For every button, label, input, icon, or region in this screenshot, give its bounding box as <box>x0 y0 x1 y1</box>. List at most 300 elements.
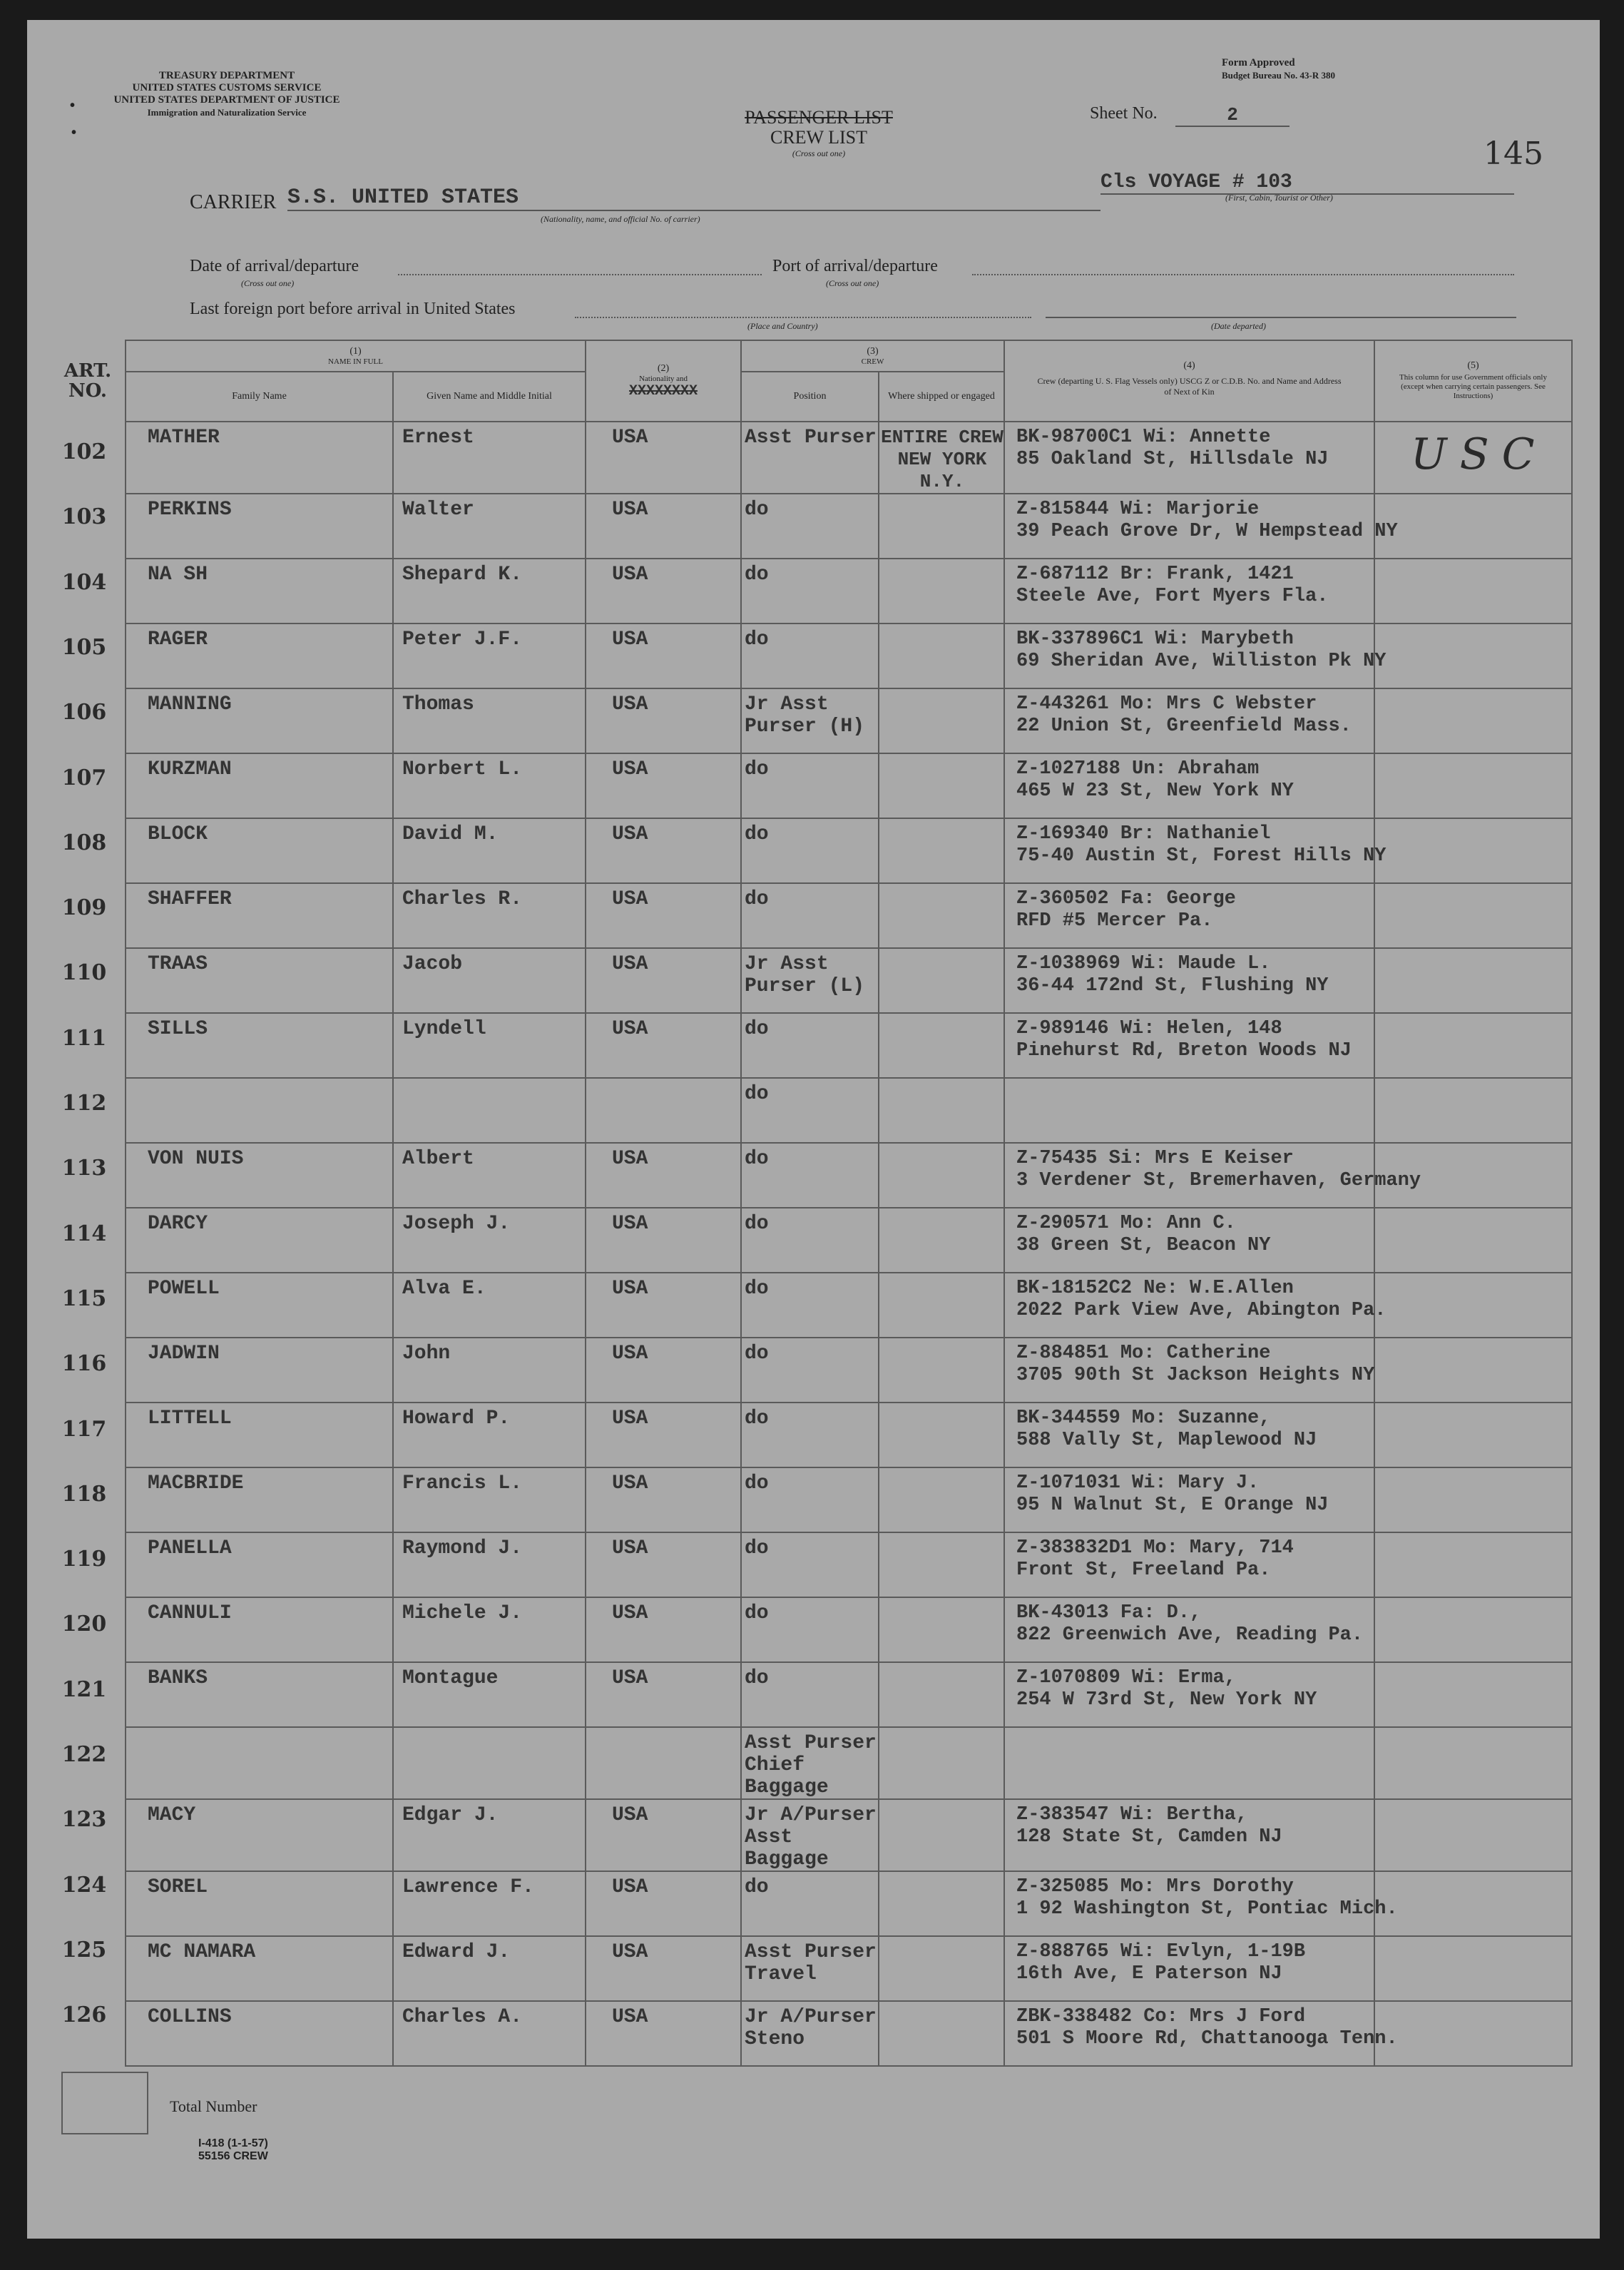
position-cell <box>741 1871 879 1936</box>
table-row <box>126 1143 1572 1208</box>
position-text: do <box>745 628 769 651</box>
agency-line: TREASURY DEPARTMENT <box>158 70 295 81</box>
where-shipped-text <box>879 1468 1003 1472</box>
family-name-text: RAGER <box>148 628 208 651</box>
given-name-header: Given Name and Middle Initial <box>393 372 586 422</box>
form-approved-label: Form Approved <box>1222 57 1295 68</box>
where-shipped-text <box>879 1800 1003 1804</box>
agency-line: UNITED STATES DEPARTMENT OF JUSTICE <box>113 94 340 106</box>
agency-line: Immigration and Naturalization Service <box>147 107 307 118</box>
family-name-text: MACBRIDE <box>148 1472 244 1495</box>
where-shipped-text <box>879 949 1003 953</box>
given-name-text: Raymond J. <box>402 1537 523 1559</box>
where-shipped-cell <box>879 948 1004 1013</box>
family-name-text: POWELL <box>148 1278 220 1300</box>
nationality-text: USA <box>612 888 648 910</box>
given-name-text: Charles A. <box>402 2006 523 2028</box>
next-of-kin-line: Z-290571 Mo: Ann C. <box>1016 1213 1236 1234</box>
family-name-cell <box>126 1208 393 1273</box>
government-mark <box>1375 559 1571 566</box>
position-text: do <box>745 1343 769 1365</box>
position-cell <box>741 948 879 1013</box>
next-of-kin-cell <box>1004 1662 1374 1727</box>
government-mark <box>1375 1468 1571 1475</box>
port-note: (Cross out one) <box>826 278 879 288</box>
position-text: Jr A/Purser Asst Baggage <box>745 1804 877 1871</box>
next-of-kin-cell <box>1004 1143 1421 1208</box>
nationality-cell <box>586 1662 741 1727</box>
where-shipped-text <box>879 1338 1003 1343</box>
col2-header <box>586 340 741 422</box>
family-name-cell <box>126 1013 393 1078</box>
government-mark <box>1375 689 1571 696</box>
port-line <box>972 274 1514 275</box>
given-name-text: Walter <box>402 499 474 521</box>
nationality-cell <box>586 883 741 948</box>
given-name-text: Albert <box>402 1148 474 1170</box>
title-block <box>669 107 969 159</box>
family-name-cell <box>126 624 393 688</box>
next-of-kin-address: 3705 90th St Jackson Heights NY <box>1016 1365 1375 1386</box>
nationality-text: USA <box>612 1148 648 1170</box>
given-name-cell <box>393 1078 586 1143</box>
position-cell <box>741 494 879 559</box>
position-text: do <box>745 823 769 845</box>
next-of-kin-address: 75-40 Austin St, Forest Hills NY <box>1016 845 1386 867</box>
given-name-cell <box>393 948 586 1013</box>
agency-block <box>77 70 377 118</box>
government-use-cell <box>1374 1078 1572 1143</box>
table-row <box>126 1013 1572 1078</box>
given-name-cell <box>393 1799 586 1871</box>
family-name-cell <box>126 1871 393 1936</box>
nationality-text: USA <box>612 1804 648 1826</box>
next-of-kin-address: 85 Oakland St, Hillsdale NJ <box>1016 449 1329 470</box>
next-of-kin-cell <box>1004 883 1374 948</box>
government-mark <box>1375 754 1571 761</box>
position-cell <box>741 1273 879 1338</box>
family-name-cell <box>126 688 393 753</box>
government-mark <box>1375 1079 1571 1086</box>
next-of-kin-cell <box>1004 1403 1374 1467</box>
position-text: do <box>745 758 769 780</box>
government-use-cell <box>1374 1208 1572 1273</box>
where-shipped-header: Where shipped or engaged <box>879 372 1004 422</box>
given-name-cell <box>393 1208 586 1273</box>
next-of-kin-address: 2022 Park View Ave, Abington Pa. <box>1016 1300 1386 1321</box>
given-name-cell <box>393 624 586 688</box>
art-number: 116 <box>61 1351 107 1377</box>
given-name-text: Ernest <box>402 427 474 449</box>
family-name-text: LITTELL <box>148 1408 232 1430</box>
family-name-text: MC NAMARA <box>148 1941 256 1963</box>
next-of-kin-line: Z-383832D1 Mo: Mary, 714 <box>1016 1537 1294 1559</box>
government-mark <box>1375 494 1571 502</box>
table-row <box>126 948 1572 1013</box>
nationality-text: USA <box>612 1213 648 1235</box>
where-shipped-cell <box>879 1338 1004 1403</box>
given-name-text: Thomas <box>402 693 474 716</box>
col4-title: Crew (departing U. S. Flag Vessels only) USCG Z or C.D.B. No. and Name and Address of Next of Kin <box>1037 376 1342 397</box>
last-port-label: Last foreign port before arrival in United States <box>190 300 516 318</box>
given-name-text <box>394 1728 585 1732</box>
nationality-cell <box>586 1078 741 1143</box>
family-name-text: PANELLA <box>148 1537 232 1559</box>
carrier-note: (Nationality, name, and official No. of carrier) <box>541 214 700 224</box>
given-name-cell <box>393 818 586 883</box>
nationality-text: USA <box>612 427 648 449</box>
table-row <box>126 422 1572 494</box>
next-of-kin-line: Z-815844 Wi: Marjorie <box>1016 499 1260 520</box>
government-use-cell <box>1374 559 1572 624</box>
class-note: (First, Cabin, Tourist or Other) <box>1225 193 1333 203</box>
next-of-kin-address: Pinehurst Rd, Breton Woods NJ <box>1016 1040 1352 1062</box>
nationality-text: USA <box>612 693 648 716</box>
where-shipped-text <box>879 2002 1003 2006</box>
next-of-kin-cell <box>1004 1338 1374 1403</box>
nationality-text: USA <box>612 564 648 586</box>
given-name-text: Jacob <box>402 953 463 975</box>
next-of-kin-cell <box>1004 2001 1398 2066</box>
given-name-text: Lyndell <box>402 1018 486 1040</box>
family-name-text <box>126 1728 392 1732</box>
crew-rows <box>126 422 1572 2066</box>
government-mark <box>1375 1338 1571 1345</box>
next-of-kin-line: Z-884851 Mo: Catherine <box>1016 1343 1271 1364</box>
where-shipped-text <box>879 1872 1003 1876</box>
crew-code: 55156 CREW <box>198 2150 268 2162</box>
nationality-cell <box>586 948 741 1013</box>
government-use-cell <box>1374 1727 1572 1799</box>
position-text: do <box>745 1148 769 1170</box>
family-name-text <box>126 1079 392 1083</box>
nationality-text: USA <box>612 1408 648 1430</box>
given-name-cell <box>393 688 586 753</box>
where-shipped-cell <box>879 1871 1004 1936</box>
art-number: 111 <box>61 1025 107 1051</box>
next-of-kin-address: 22 Union St, Greenfield Mass. <box>1016 716 1352 737</box>
family-name-cell <box>126 1727 393 1799</box>
table-row <box>126 1727 1572 1799</box>
position-cell <box>741 1403 879 1467</box>
family-name-text: JADWIN <box>148 1343 220 1365</box>
government-use-cell <box>1374 818 1572 883</box>
where-shipped-cell <box>879 1662 1004 1727</box>
where-shipped-text <box>879 754 1003 758</box>
table-row <box>126 1208 1572 1273</box>
col5-title: This column for use Government officials only (except when carrying certain passengers. See Instructions) <box>1399 372 1547 400</box>
next-of-kin-cell <box>1004 1597 1374 1662</box>
next-of-kin-address: 69 Sheridan Ave, Williston Pk NY <box>1016 651 1386 672</box>
art-number: 113 <box>61 1156 107 1181</box>
where-shipped-cell <box>879 1078 1004 1143</box>
position-text: do <box>745 1602 769 1624</box>
where-shipped-cell <box>879 1013 1004 1078</box>
family-name-text: BLOCK <box>148 823 208 845</box>
government-use-cell <box>1374 1143 1572 1208</box>
position-header: Position <box>741 372 879 422</box>
where-shipped-cell <box>879 2001 1004 2066</box>
government-use-cell <box>1374 1532 1572 1597</box>
art-number: 126 <box>61 2002 107 2028</box>
next-of-kin-line: BK-43013 Fa: D., <box>1016 1602 1202 1624</box>
nationality-text <box>586 1079 740 1083</box>
family-name-cell <box>126 494 393 559</box>
where-shipped-text <box>879 1079 1003 1083</box>
table-row <box>126 1338 1572 1403</box>
given-name-cell <box>393 1597 586 1662</box>
date-departed-line <box>1046 317 1516 318</box>
art-number: 106 <box>61 700 107 726</box>
government-use-cell <box>1374 1799 1572 1871</box>
nationality-cell <box>586 1273 741 1338</box>
where-shipped-text <box>879 624 1003 628</box>
where-shipped-text <box>879 1273 1003 1278</box>
family-name-cell <box>126 422 393 494</box>
position-cell <box>741 1467 879 1532</box>
table-row <box>126 2001 1572 2066</box>
nationality-cell <box>586 1799 741 1871</box>
where-shipped-text <box>879 1728 1003 1732</box>
family-name-cell <box>126 753 393 818</box>
next-of-kin-cell <box>1004 1727 1374 1799</box>
position-text: Jr Asst Purser (L) <box>745 953 865 997</box>
next-of-kin-cell <box>1004 1936 1374 2001</box>
table-row <box>126 1597 1572 1662</box>
next-of-kin-cell <box>1004 624 1386 688</box>
nationality-text: USA <box>612 499 648 521</box>
where-shipped-cell <box>879 1208 1004 1273</box>
next-of-kin-line: Z-169340 Br: Nathaniel <box>1016 823 1271 845</box>
art-number: 104 <box>61 569 107 595</box>
bullet-mark: • <box>71 125 77 141</box>
next-of-kin-cell <box>1004 1532 1374 1597</box>
nationality-text <box>586 1728 740 1732</box>
next-of-kin-cell <box>1004 1013 1374 1078</box>
nationality-cell <box>586 1403 741 1467</box>
position-text: do <box>745 1213 769 1235</box>
art-number: 124 <box>61 1872 107 1898</box>
art-number: 103 <box>61 504 107 530</box>
where-shipped-text <box>879 559 1003 564</box>
nationality-cell <box>586 1532 741 1597</box>
voyage-value: Cls VOYAGE # 103 <box>1100 171 1514 195</box>
nationality-text: USA <box>612 1278 648 1300</box>
government-mark <box>1375 1273 1571 1281</box>
table-row <box>126 1871 1572 1936</box>
where-shipped-text <box>879 494 1003 499</box>
next-of-kin-cell <box>1004 1078 1374 1143</box>
given-name-cell <box>393 559 586 624</box>
nationality-cell <box>586 1208 741 1273</box>
government-use-cell <box>1374 753 1572 818</box>
position-cell <box>741 1532 879 1597</box>
next-of-kin-line: Z-325085 Mo: Mrs Dorothy <box>1016 1876 1294 1898</box>
given-name-cell <box>393 1662 586 1727</box>
col3-number: (3) <box>867 346 879 357</box>
family-name-cell <box>126 1799 393 1871</box>
government-use-cell <box>1374 624 1572 688</box>
art-number: 123 <box>61 1807 107 1833</box>
where-shipped-cell <box>879 624 1004 688</box>
position-cell <box>741 818 879 883</box>
form-approved <box>1222 57 1335 81</box>
table-row <box>126 1662 1572 1727</box>
given-name-text: John <box>402 1343 451 1365</box>
position-text: Jr A/Purser Steno <box>745 2006 877 2050</box>
government-use-cell <box>1374 1936 1572 2001</box>
family-name-text: TRAAS <box>148 953 208 975</box>
position-text: do <box>745 1408 769 1430</box>
next-of-kin-cell <box>1004 494 1398 559</box>
next-of-kin-address: RFD #5 Mercer Pa. <box>1016 910 1213 932</box>
position-text: do <box>745 1537 769 1559</box>
government-mark <box>1375 2002 1571 2009</box>
table-row <box>126 688 1572 753</box>
family-name-cell <box>126 1662 393 1727</box>
where-shipped-text <box>879 1937 1003 1941</box>
next-of-kin-address: 501 S Moore Rd, Chattanooga Tenn. <box>1016 2028 1398 2050</box>
nationality-text: USA <box>612 1941 648 1963</box>
government-use-cell <box>1374 883 1572 948</box>
position-cell <box>741 883 879 948</box>
col1-header <box>126 340 586 372</box>
place-note: (Place and Country) <box>747 321 818 331</box>
given-name-cell <box>393 494 586 559</box>
next-of-kin-line: Z-443261 Mo: Mrs C Webster <box>1016 693 1317 715</box>
family-name-text: MATHER <box>148 427 220 449</box>
given-name-cell <box>393 1143 586 1208</box>
family-name-cell <box>126 883 393 948</box>
next-of-kin-line: BK-344559 Mo: Suzanne, <box>1016 1408 1271 1429</box>
nationality-cell <box>586 818 741 883</box>
where-shipped-cell <box>879 818 1004 883</box>
position-cell <box>741 624 879 688</box>
col1-title: NAME IN FULL <box>328 357 383 366</box>
family-name-cell <box>126 1338 393 1403</box>
where-shipped-text <box>879 884 1003 888</box>
position-text: do <box>745 1472 769 1495</box>
family-name-text: BANKS <box>148 1667 208 1689</box>
nationality-cell <box>586 422 741 494</box>
government-use-cell <box>1374 1403 1572 1467</box>
family-name-cell <box>126 1143 393 1208</box>
given-name-text: Norbert L. <box>402 758 523 780</box>
position-cell <box>741 1208 879 1273</box>
given-name-text: Michele J. <box>402 1602 523 1624</box>
given-name-cell <box>393 1467 586 1532</box>
date-label: Date of arrival/departure <box>190 257 359 275</box>
next-of-kin-address: 588 Vally St, Maplewood NJ <box>1016 1430 1317 1451</box>
table-row <box>126 494 1572 559</box>
given-name-text: Edward J. <box>402 1941 511 1963</box>
where-shipped-cell <box>879 1936 1004 2001</box>
agency-line: UNITED STATES CUSTOMS SERVICE <box>132 82 322 93</box>
next-of-kin-cell <box>1004 1208 1374 1273</box>
next-of-kin-address: 95 N Walnut St, E Orange NJ <box>1016 1495 1329 1516</box>
government-mark <box>1375 819 1571 826</box>
where-shipped-text <box>879 1014 1003 1018</box>
government-mark <box>1375 1663 1571 1670</box>
given-name-cell <box>393 753 586 818</box>
given-name-text: Charles R. <box>402 888 523 910</box>
family-name-text: KURZMAN <box>148 758 232 780</box>
position-text: Asst Purser <box>745 427 877 449</box>
nationality-cell <box>586 1143 741 1208</box>
where-shipped-cell <box>879 1403 1004 1467</box>
port-label: Port of arrival/departure <box>772 257 938 275</box>
where-shipped-cell <box>879 1597 1004 1662</box>
given-name-cell <box>393 422 586 494</box>
art-number: 112 <box>61 1091 107 1116</box>
government-use-cell <box>1374 2001 1572 2066</box>
given-name-text: Joseph J. <box>402 1213 511 1235</box>
table-row <box>126 1936 1572 2001</box>
nationality-text: USA <box>612 1537 648 1559</box>
position-cell <box>741 753 879 818</box>
position-text: do <box>745 1278 769 1300</box>
given-name-cell <box>393 1273 586 1338</box>
government-mark <box>1375 949 1571 956</box>
position-cell <box>741 1799 879 1871</box>
government-use-cell <box>1374 1597 1572 1662</box>
next-of-kin-cell <box>1004 688 1374 753</box>
col4-header <box>1004 340 1374 422</box>
given-name-text: Lawrence F. <box>402 1876 534 1898</box>
art-number: 107 <box>61 765 107 790</box>
position-cell <box>741 1597 879 1662</box>
budget-bureau: Budget Bureau No. 43-R 380 <box>1222 70 1336 81</box>
where-shipped-cell <box>879 422 1004 494</box>
government-use-cell <box>1374 1871 1572 1936</box>
position-cell <box>741 1936 879 2001</box>
art-number: 125 <box>61 1937 107 1963</box>
next-of-kin-address: 16th Ave, E Paterson NJ <box>1016 1963 1282 1985</box>
art-number: 119 <box>61 1547 107 1572</box>
title: CREW LIST <box>770 127 868 148</box>
where-shipped-text <box>879 689 1003 693</box>
family-name-text: DARCY <box>148 1213 208 1235</box>
position-cell <box>741 1338 879 1403</box>
next-of-kin-cell <box>1004 948 1374 1013</box>
government-mark <box>1375 1872 1571 1879</box>
given-name-text: Shepard K. <box>402 564 523 586</box>
where-shipped-text <box>879 1533 1003 1537</box>
art-number: 118 <box>61 1481 107 1507</box>
nationality-cell <box>586 494 741 559</box>
family-name-cell <box>126 2001 393 2066</box>
family-name-cell <box>126 1597 393 1662</box>
government-mark <box>1375 884 1571 891</box>
where-shipped-text: ENTIRE CREW NEW YORK N.Y. <box>881 427 1003 492</box>
given-name-cell <box>393 1403 586 1467</box>
next-of-kin-address: 1 92 Washington St, Pontiac Mich. <box>1016 1898 1398 1920</box>
government-use-cell <box>1374 494 1572 559</box>
nationality-text: USA <box>612 1472 648 1495</box>
next-of-kin-address: Steele Ave, Fort Myers Fla. <box>1016 586 1329 607</box>
position-text: Jr Asst Purser (H) <box>745 693 865 738</box>
nationality-cell <box>586 1467 741 1532</box>
col5-header <box>1374 340 1572 422</box>
position-text: do <box>745 1083 769 1105</box>
table-row <box>126 1467 1572 1532</box>
nationality-struck: XXXXXXXX <box>628 382 698 399</box>
position-cell <box>741 1727 879 1799</box>
next-of-kin-address: Front St, Freeland Pa. <box>1016 1559 1271 1581</box>
art-number: 115 <box>61 1286 107 1311</box>
given-name-cell <box>393 1727 586 1799</box>
table-row <box>126 1799 1572 1871</box>
